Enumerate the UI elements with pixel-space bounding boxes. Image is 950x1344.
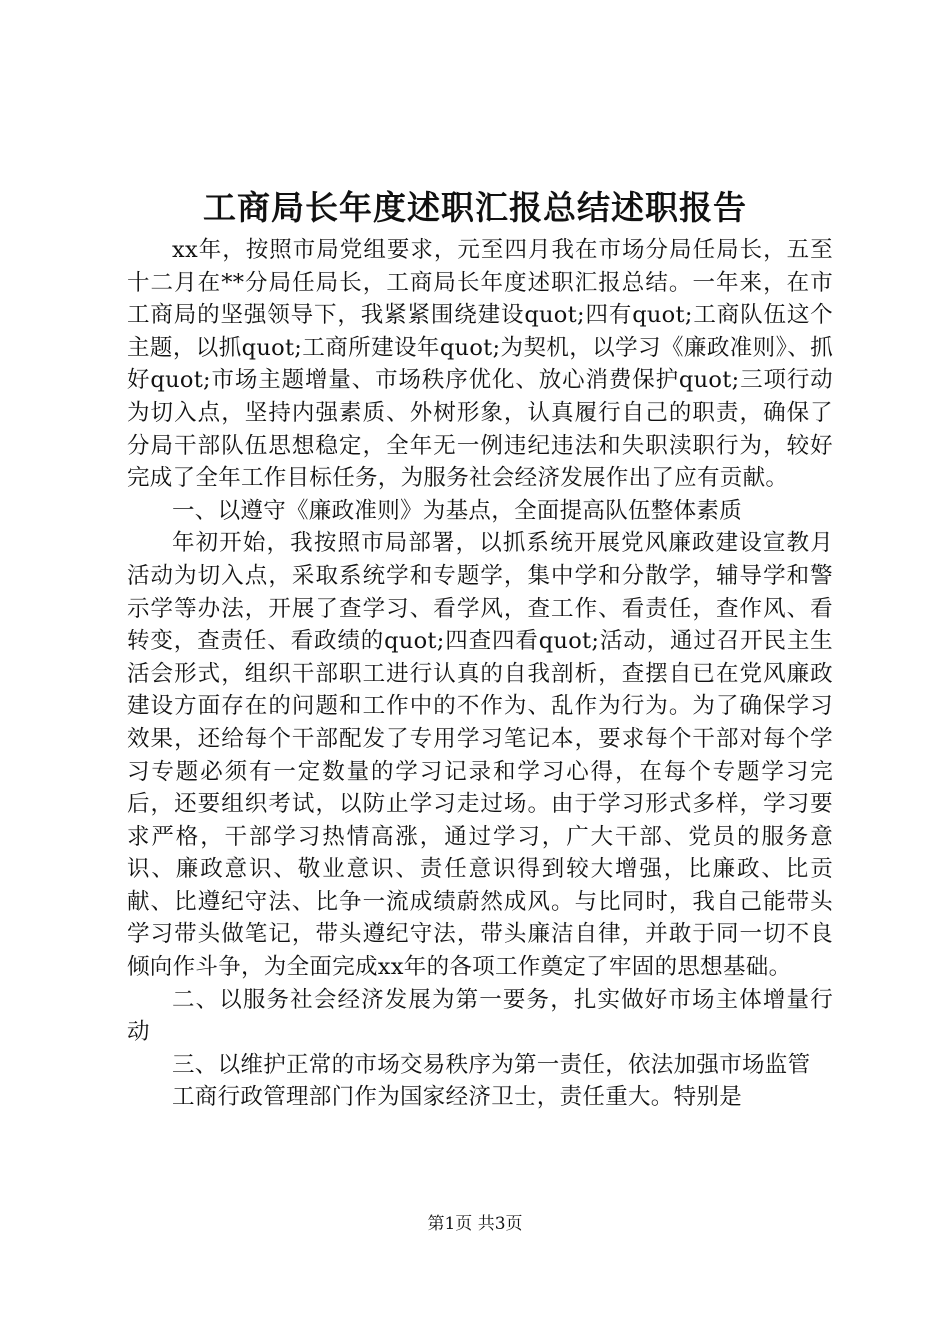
- paragraph-section-3: 工商行政管理部门作为国家经济卫士，责任重大。特别是: [172, 1084, 743, 1111]
- section-heading-2: 二、以服务社会经济发展为第一要务，扎实做好市场主体增量行动: [127, 986, 833, 1046]
- paragraph-intro: xx年，按照市局党组要求，元至四月我在市场分局任局长，五至十二月在**分局任局长，工商局长年度述职汇报总结。一年来，在市工商局的坚强领导下，我紧紧围绕建设quot;四有quot;工商队伍这个主题，以抓quot;工商所建设年quot;为契机，以学习《廉政准则》、抓好quot;市场主题增量、市场秩序优化、放心消费保护quot;三项行动为切入点，坚持内强素质、外树形象，认真履行自己的职责，确保了分局干部队伍思想稳定，全年无一例违纪违法和失职渎职行为，较好完成了全年工作目标任务，为服务社会经济发展作出了应有贡献。: [127, 237, 833, 492]
- paragraph-section-1: 年初开始，我按照市局部署，以抓系统开展党风廉政建设宣教月活动为切入点，采取系统学和专题学，集中学和分散学，辅导学和警示学等办法，开展了查学习、看学风，查工作、看责任，查作风、看转变，查责任、看政绩的quot;四查四看quot;活动，通过召开民主生活会形式，组织干部职工进行认真的自我剖析，查摆自已在党风廉政建设方面存在的问题和工作中的不作为、乱作为行为。为了确保学习效果，还给每个干部配发了专用学习笔记本，要求每个干部对每个学习专题必须有一定数量的学习记录和学习心得，在每个专题学习完后，还要组织考试，以防止学习走过场。由于学习形式多样，学习要求严格，干部学习热情高涨，通过学习，广大干部、党员的服务意识、廉政意识、敬业意识、责任意识得到较大增强，比廉政、比贡献、比遵纪守法、比争一流成绩蔚然成风。与比同时，我自己能带头学习带头做笔记，带头遵纪守法，带头廉洁自律，并敢于同一切不良倾向作斗争，为全面完成xx年的各项工作奠定了牢固的思想基础。: [127, 530, 833, 981]
- document-body: [127, 234, 833, 1114]
- document-title: 工商局长年度述职汇报总结述职报告: [203, 188, 747, 227]
- section-heading-1: 一、以遵守《廉政准则》为基点，全面提高队伍整体素质: [172, 497, 743, 524]
- section-heading-3: 三、以维护正常的市场交易秩序为第一责任，依法加强市场监管: [172, 1051, 811, 1078]
- page-indicator: 第1页 共3页: [427, 1214, 523, 1234]
